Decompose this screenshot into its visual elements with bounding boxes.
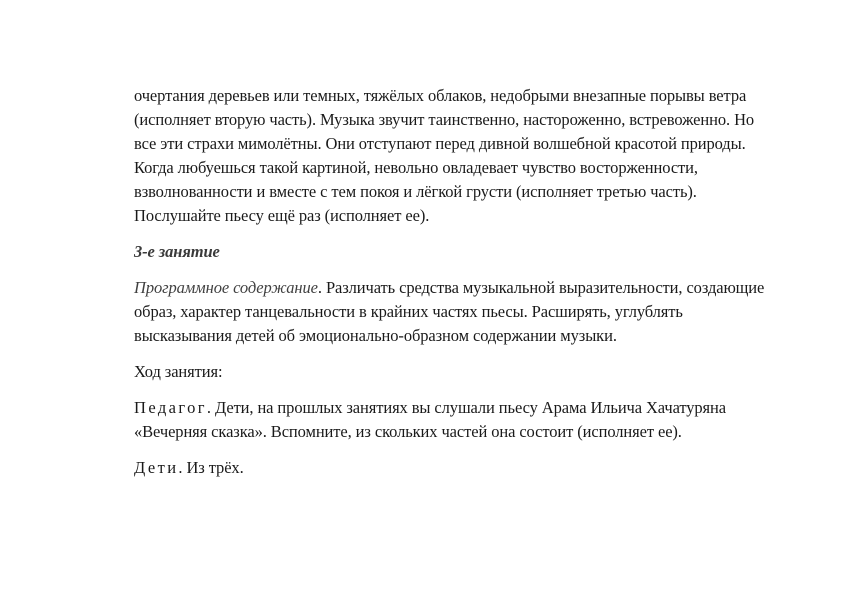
teacher-punct: . [206,398,215,417]
children-punct: . [178,458,187,477]
story-paragraph: очертания деревьев или темных, тяжёлых облаков, недобрыми внезапные порывы ветра (исполняет вторую часть). Музыка звучит таинственно, настороженно, встревоженно. Но все эти страхи мимолётны. Они отступают перед дивной волшебной красотой природы. Когда любуешься такой картиной, невольно овладевает чувство восторженности, взволнованности и вместе с тем покоя и лёгкой грусти (исполняет третью часть). Послушайте пьесу ещё раз (исполняет ее). [134,86,755,225]
children-speaker: Дети [134,458,179,477]
program-paragraph [134,276,774,348]
children-line [134,456,774,480]
document-text-block [134,84,774,492]
program-content-text: . Различать средства музыкальной выразительности, создающие образ, характер танцевальности в крайних частях пьесы. Расширять, углублять высказывания детей об эмоционально-образном содержании музыки. [134,278,765,345]
lesson-heading [134,240,774,264]
teacher-speaker: Педагог [134,398,207,417]
lesson-course-heading: Ход занятия: [134,362,223,381]
lesson-heading-label: 3-е занятие [134,242,220,261]
children-text: Из трёх. [186,458,244,477]
program-content-label: Программное содержание [134,278,318,297]
teacher-line [134,396,774,444]
teacher-text: Дети, на прошлых занятиях вы слушали пьесу Арама Ильича Хачатуряна «Вечерняя сказка». Вспомните, из скольких частей она состоит (исполняет ее). [134,398,726,441]
